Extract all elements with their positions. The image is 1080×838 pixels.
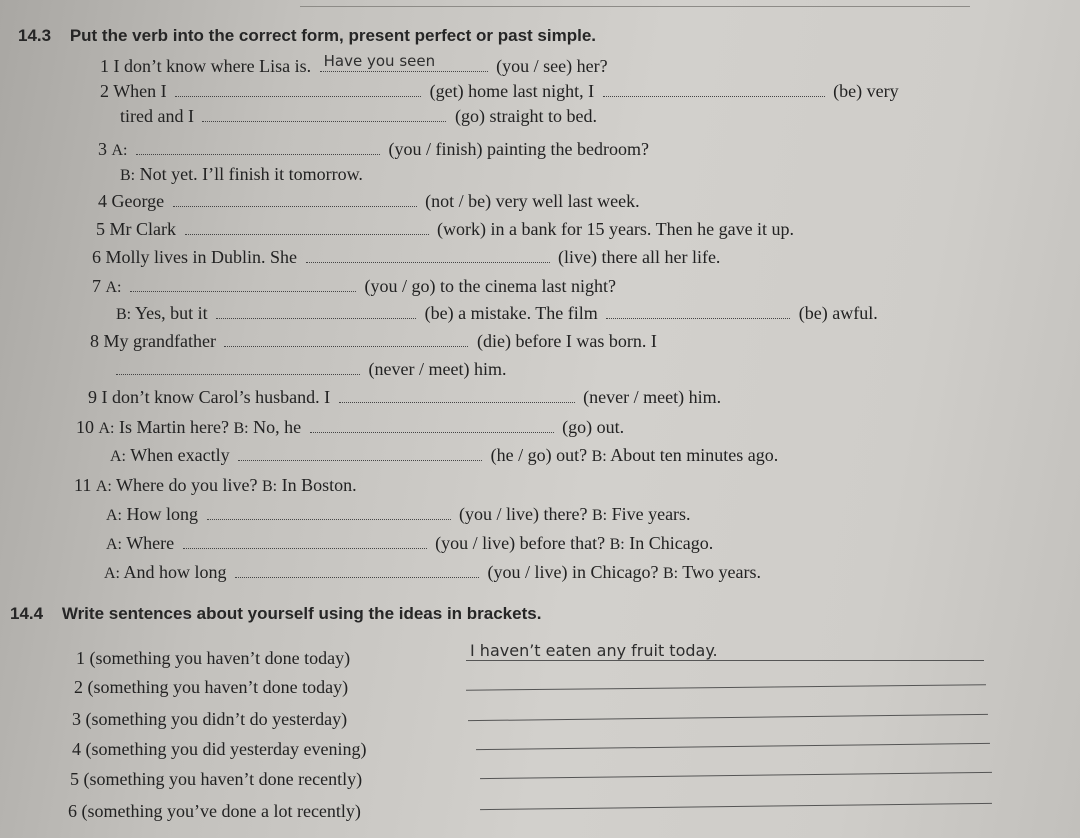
question-text: How long [126, 504, 198, 524]
question-text: (you / finish) painting the bedroom? [388, 139, 649, 159]
answer-blank[interactable] [339, 388, 575, 403]
speaker-a-label: A: [106, 536, 122, 553]
item-number: 6 [68, 801, 77, 821]
question-number: 4 [98, 191, 107, 211]
question-text: (go) straight to bed. [454, 106, 597, 126]
item-prompt: (something you haven’t done today) [89, 648, 351, 668]
question-text: (you / see) her? [496, 56, 608, 76]
item-number: 5 [70, 769, 79, 789]
question-text: (you / go) to the cinema last night? [364, 276, 616, 296]
question-10-line-2 [110, 444, 778, 468]
speaker-a-label: A: [106, 507, 122, 524]
item-number: 3 [72, 709, 81, 729]
speaker-b-label: B: [261, 478, 278, 495]
speaker-b-label: B: [609, 536, 625, 553]
sentence-item-6 [68, 800, 361, 822]
answer-blank[interactable] [116, 360, 360, 375]
answer-blank[interactable] [603, 82, 825, 97]
speaker-b-label: B: [116, 306, 132, 323]
question-text: (not / be) very well last week. [425, 191, 640, 211]
item-number: 2 [74, 677, 83, 697]
reply-text: Yes, but it [134, 303, 208, 323]
question-number: 1 [100, 56, 109, 76]
question-10 [76, 416, 624, 440]
reply-text: Two years. [682, 562, 762, 582]
question-text: (die) before I was born. I [476, 331, 657, 351]
reply-text: (be) a mistake. The film [424, 303, 598, 323]
question-8-line-2 [116, 358, 506, 380]
exercise-instruction: Put the verb into the correct form, present perfect or past simple. [69, 26, 596, 45]
answer-line[interactable] [466, 660, 984, 661]
question-number: 6 [92, 247, 101, 267]
speaker-b-label: B: [662, 565, 679, 582]
question-number: 9 [88, 387, 97, 407]
reply-text: In Boston. [281, 475, 357, 495]
item-number: 4 [72, 739, 81, 759]
handwritten-answer: I haven’t eaten any fruit today. [470, 641, 718, 660]
answer-blank[interactable] [130, 277, 356, 292]
question-number: 3 [98, 139, 107, 159]
answer-line[interactable] [480, 772, 992, 779]
reply-text: About ten minutes ago. [610, 445, 779, 465]
reply-text: No, he [253, 417, 302, 437]
question-text: I don’t know where Lisa is. [113, 56, 312, 76]
speaker-b-label: B: [591, 448, 607, 465]
reply-text: (be) awful. [798, 303, 878, 323]
answer-blank[interactable] [202, 107, 446, 122]
answer-blank[interactable] [207, 505, 451, 520]
question-text: Is Martin here? [119, 417, 229, 437]
question-11-line-2 [106, 503, 691, 527]
question-7-reply [116, 302, 878, 326]
question-4 [98, 190, 640, 212]
answer-blank[interactable] [185, 220, 429, 235]
question-text: I don’t know Carol’s husband. I [101, 387, 331, 407]
question-number: 8 [90, 331, 99, 351]
speaker-a-label: A: [111, 142, 128, 159]
question-text: Where do you live? [116, 475, 258, 495]
handwritten-answer: Have you seen [323, 52, 436, 70]
item-prompt: (something you haven’t done recently) [83, 769, 363, 789]
question-6 [92, 246, 720, 268]
sentence-item-1 [76, 647, 350, 669]
item-prompt: (something you’ve done a lot recently) [81, 801, 361, 821]
question-text: Mr Clark [109, 219, 176, 239]
reply-text: (go) out. [562, 417, 625, 437]
question-text: My grandfather [103, 331, 216, 351]
question-text: (never / meet) him. [368, 359, 507, 379]
question-number: 11 [74, 475, 92, 495]
speaker-b-label: B: [233, 420, 249, 437]
reply-text: Not yet. I’ll finish it tomorrow. [139, 164, 363, 184]
speaker-a-label: A: [98, 420, 115, 437]
question-text: When I [113, 81, 167, 101]
answer-blank[interactable] [216, 304, 416, 319]
answer-line[interactable] [468, 714, 988, 721]
answer-blank[interactable] [224, 332, 468, 347]
question-number: 7 [92, 276, 101, 296]
question-7 [92, 275, 616, 299]
speaker-b-label: B: [591, 507, 608, 524]
speaker-a-label: A: [105, 279, 122, 296]
item-prompt: (something you did yesterday evening) [85, 739, 367, 759]
item-prompt: (something you haven’t done today) [87, 677, 349, 697]
question-text: (you / live) there? [459, 504, 588, 524]
question-8 [90, 330, 657, 352]
question-11-line-3 [106, 532, 713, 556]
question-text: (never / meet) him. [583, 387, 722, 407]
question-text: Molly lives in Dublin. She [105, 247, 298, 267]
item-number: 1 [76, 648, 85, 668]
exercise-number: 14.4 [10, 604, 44, 623]
sentence-item-2 [74, 676, 348, 698]
question-text: And how long [123, 562, 227, 582]
answer-blank[interactable] [175, 82, 421, 97]
answer-blank[interactable] [320, 52, 488, 72]
question-9 [88, 386, 721, 408]
answer-blank[interactable] [238, 446, 482, 461]
question-text: (he / go) out? [490, 445, 588, 465]
question-text: Where [126, 533, 175, 553]
question-text: When exactly [130, 445, 230, 465]
answer-line[interactable] [480, 803, 992, 810]
speaker-b-label: B: [120, 167, 136, 184]
question-3 [98, 138, 649, 162]
question-text: (you / live) before that? [435, 533, 606, 553]
reply-text: In Chicago. [629, 533, 714, 553]
answer-blank[interactable] [306, 248, 550, 263]
question-number: 2 [100, 81, 109, 101]
answer-blank[interactable] [235, 563, 479, 578]
question-2 [100, 80, 899, 102]
item-prompt: (something you didn’t do yesterday) [85, 709, 348, 729]
question-number: 10 [76, 417, 94, 437]
question-text: (you / live) in Chicago? [487, 562, 659, 582]
speaker-a-label: A: [95, 478, 112, 495]
exercise-14-3-heading [18, 26, 596, 46]
exercise-number: 14.3 [18, 26, 52, 45]
question-1 [100, 52, 608, 77]
sentence-item-5 [70, 768, 362, 790]
answer-blank[interactable] [606, 304, 790, 319]
speaker-a-label: A: [104, 565, 120, 582]
question-text: (work) in a bank for 15 years. Then he gave it up. [437, 219, 795, 239]
question-number: 5 [96, 219, 105, 239]
question-text: (be) very [833, 81, 899, 101]
answer-blank[interactable] [310, 418, 554, 433]
question-text: (live) there all her life. [558, 247, 721, 267]
question-3-reply [120, 163, 363, 187]
sentence-item-4 [72, 738, 366, 760]
reply-text: Five years. [611, 504, 691, 524]
sentence-item-3 [72, 708, 347, 730]
exercise-14-4-heading [10, 604, 541, 624]
question-2-line-2 [120, 105, 597, 127]
question-11-line-4 [104, 561, 761, 585]
speaker-a-label: A: [110, 448, 126, 465]
question-5 [96, 218, 794, 240]
page-top-rule [300, 6, 970, 7]
answer-line[interactable] [466, 684, 986, 690]
answer-blank[interactable] [136, 140, 380, 155]
answer-blank[interactable] [183, 534, 427, 549]
question-text: tired and I [120, 106, 194, 126]
question-11 [74, 474, 357, 498]
answer-blank[interactable] [173, 192, 417, 207]
exercise-instruction: Write sentences about yourself using the ideas in brackets. [61, 604, 542, 623]
answer-line[interactable] [476, 743, 990, 750]
question-text: (get) home last night, I [429, 81, 595, 101]
question-text: George [111, 191, 165, 211]
